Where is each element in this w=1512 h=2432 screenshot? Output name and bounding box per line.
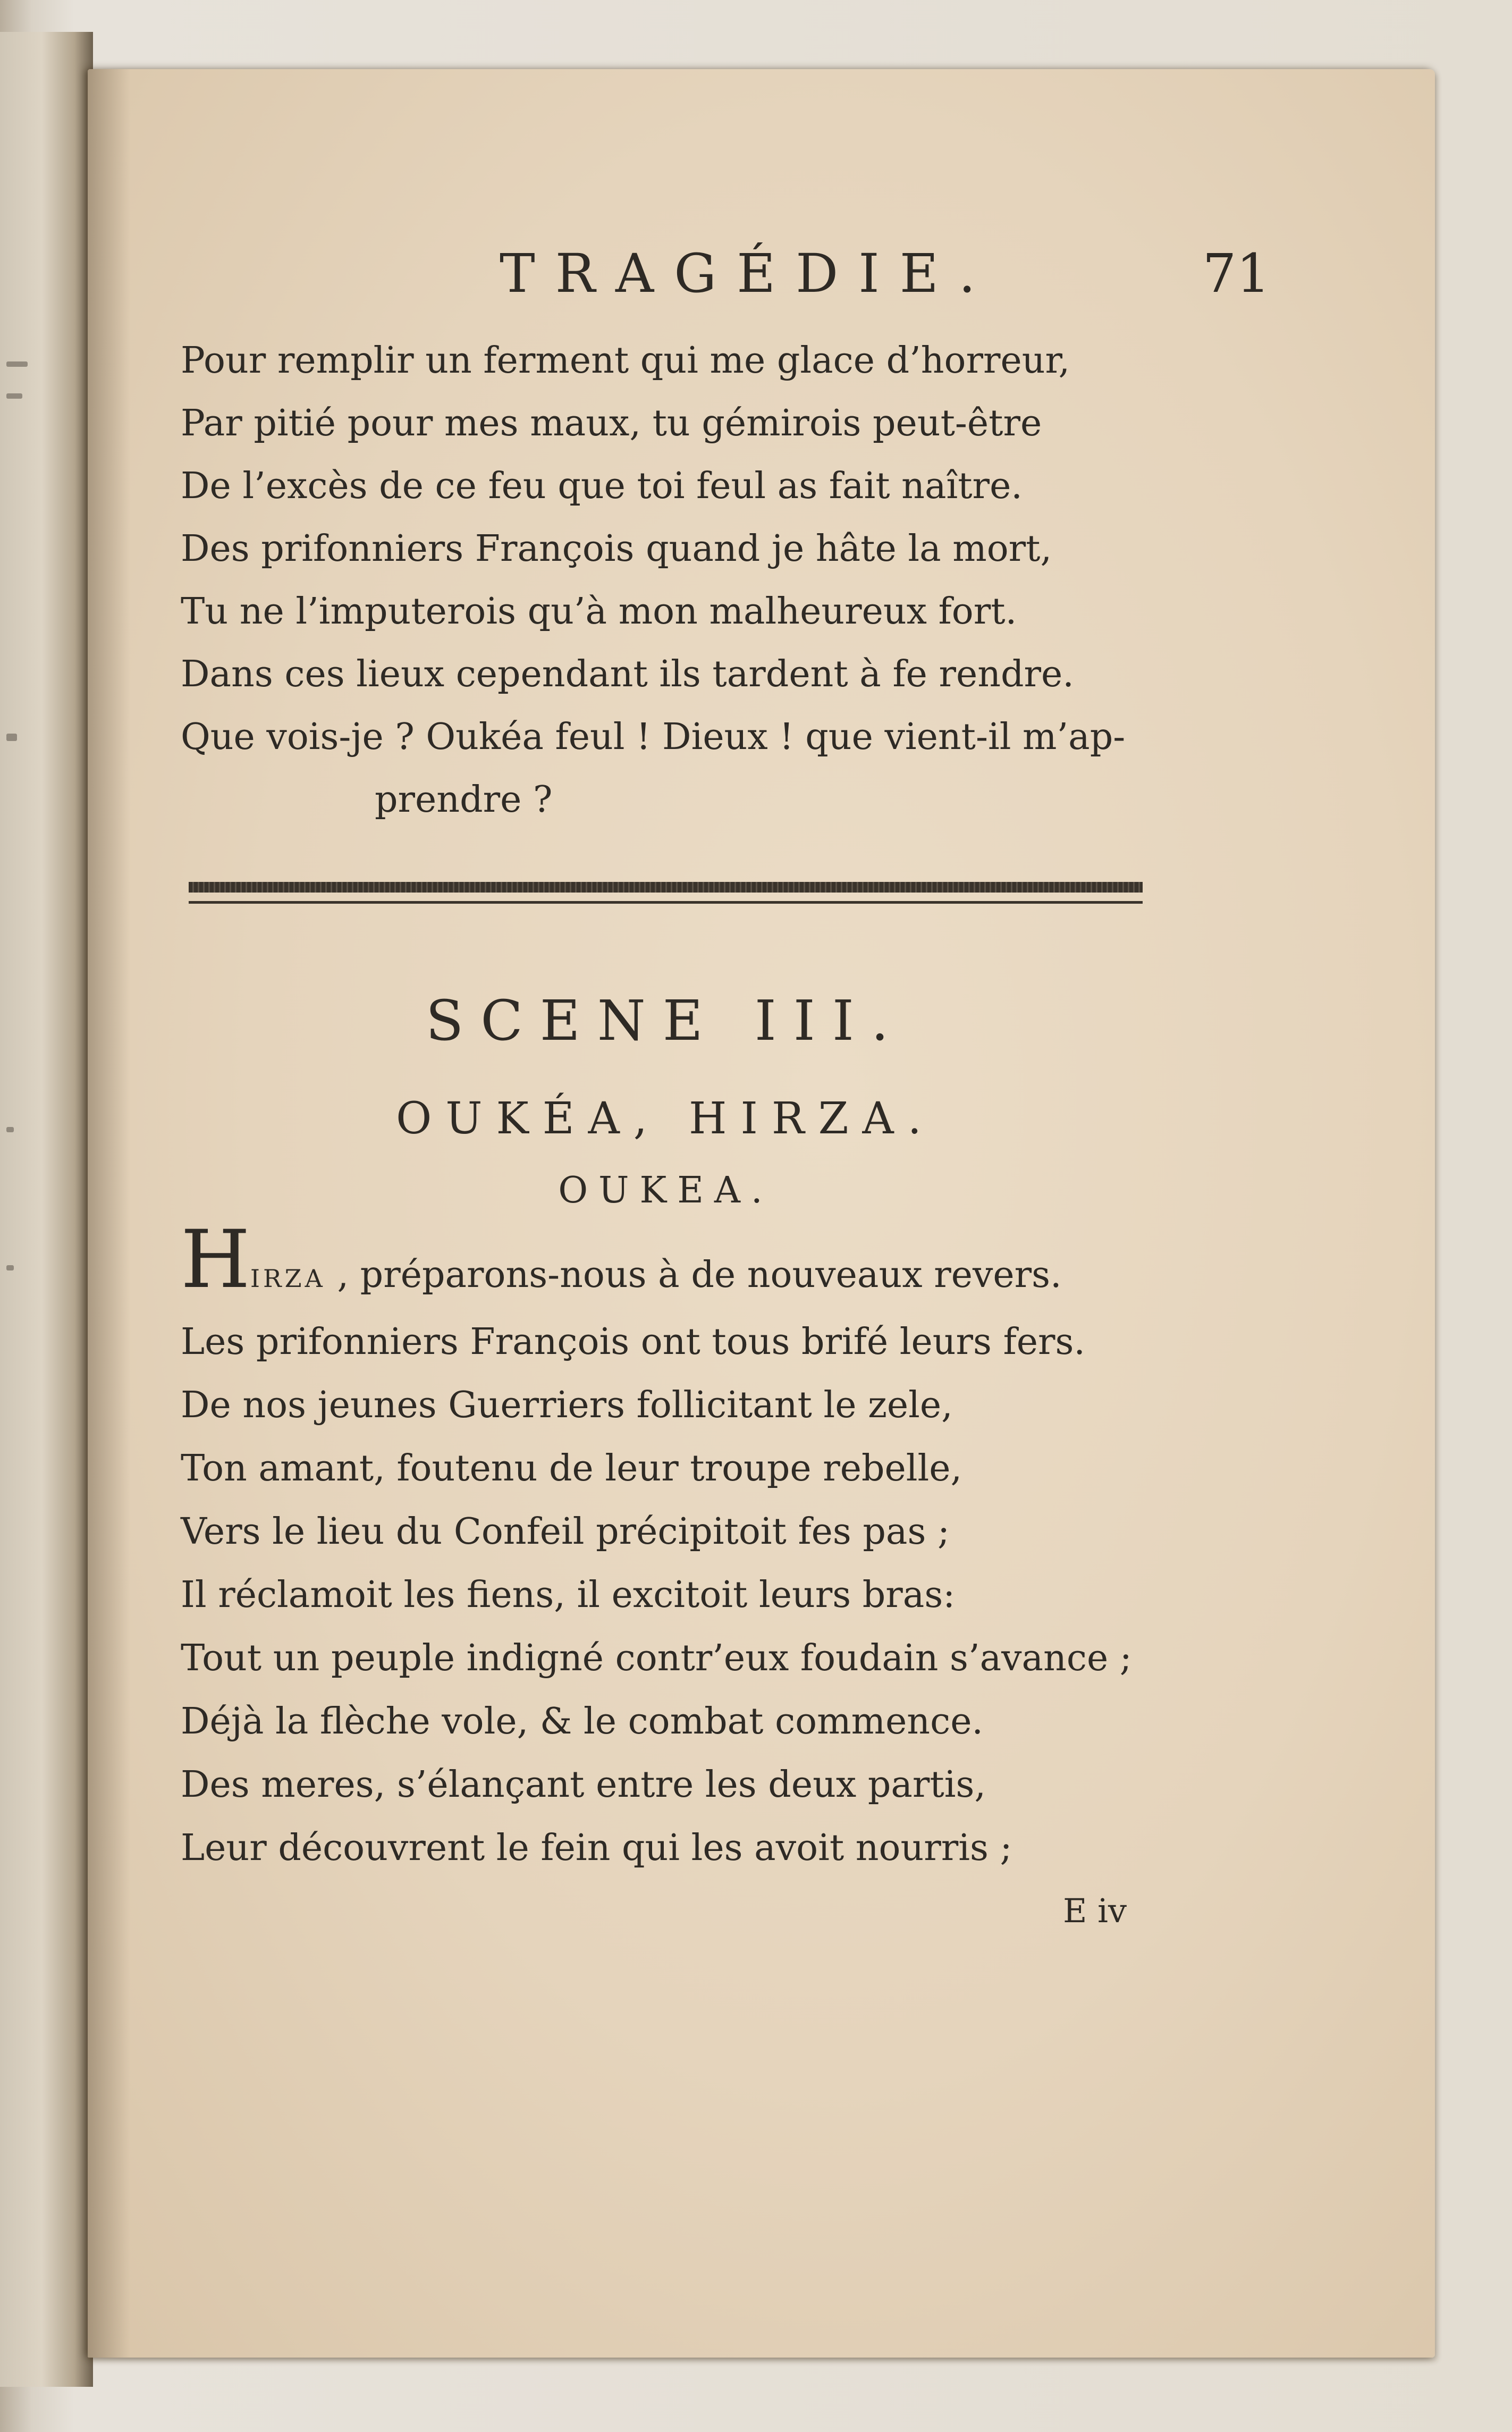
first-line-text: , préparons-nous à de nouveaux revers. xyxy=(337,1254,1062,1296)
verse-line-first xyxy=(181,1214,1270,1310)
verse-line: Des prifonniers François quand je hâte la mort, xyxy=(181,528,1052,570)
verse-line: De l’excès de ce feu que toi feul as fait naître. xyxy=(181,465,1023,507)
verse-line: Tout un peuple indigné contr’eux foudain s’avance ; xyxy=(181,1637,1132,1679)
thin-rule xyxy=(189,901,1143,904)
scene-divider-rule xyxy=(189,882,1143,904)
addressee-smallcaps: IRZA xyxy=(250,1264,326,1293)
drop-cap: H xyxy=(181,1214,250,1306)
previous-page-edge xyxy=(0,32,93,2387)
signature-mark: E iv xyxy=(1063,1891,1127,1930)
speech xyxy=(181,1214,1270,1880)
verse-line: Des meres, s’élançant entre les deux partis, xyxy=(181,1764,986,1806)
verse-line: De nos jeunes Guerriers follicitant le zele, xyxy=(181,1384,953,1426)
scene-characters: OUKÉA, HIRZA. xyxy=(396,1093,935,1144)
page-number: 71 xyxy=(1202,242,1270,305)
verse-line: Par pitié pour mes maux, tu gémirois peut-être xyxy=(181,402,1042,444)
verse-line: Les prifonniers François ont tous brifé leurs fers. xyxy=(181,1321,1085,1363)
verse-line: Leur découvrent le fein qui les avoit nourris ; xyxy=(181,1827,1012,1869)
speaker-name: OUKEA. xyxy=(558,1169,773,1211)
verse-line: Pour remplir un ferment qui me glace d’horreur, xyxy=(181,340,1070,382)
top-verses xyxy=(181,330,1270,831)
ink-bleed-mark xyxy=(6,1265,14,1270)
verse-line: Dans ces lieux cependant ils tardent à fe rendre. xyxy=(181,653,1074,695)
book-page xyxy=(88,69,1435,2358)
ink-bleed-mark xyxy=(6,1127,14,1132)
ink-bleed-mark xyxy=(6,361,28,367)
verse-line: Tu ne l’imputerois qu’à mon malheureux fort. xyxy=(181,591,1017,633)
verse-line: Déjà la flèche vole, & le combat commence. xyxy=(181,1701,984,1743)
page-header xyxy=(181,239,1270,330)
running-title: TRAGÉDIE. xyxy=(500,242,996,305)
verse-line: Ton amant, foutenu de leur troupe rebelle, xyxy=(181,1448,962,1490)
page-text xyxy=(181,239,1270,1940)
scene-heading: SCENE III. xyxy=(425,988,906,1053)
ink-bleed-mark xyxy=(6,734,17,741)
spine-shadow xyxy=(88,69,130,2358)
verse-line: Que vois-je ? Oukéa feul ! Dieux ! que vient-il m’ap- xyxy=(181,716,1126,758)
verse-turnover: prendre ? xyxy=(375,779,553,821)
thick-rule xyxy=(189,882,1143,893)
verse-line: Vers le lieu du Confeil précipitoit fes pas ; xyxy=(181,1511,950,1553)
verse-line: Il réclamoit les fiens, il excitoit leurs bras: xyxy=(181,1574,956,1616)
ink-bleed-mark xyxy=(6,393,22,399)
